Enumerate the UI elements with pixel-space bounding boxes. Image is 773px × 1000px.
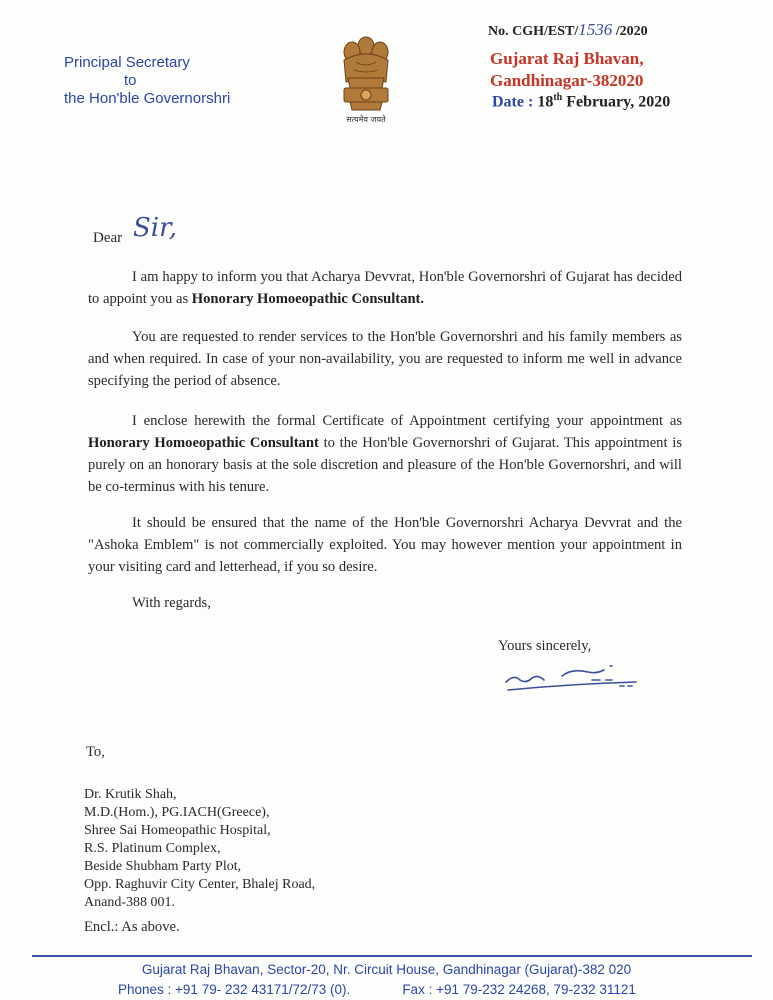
paragraph-3-text-a: I enclose herewith the formal Certificate of Appointment certifying your appointment as	[132, 413, 682, 429]
place-line-1: Gujarat Raj Bhavan,	[490, 49, 644, 68]
enclosure-note: Encl.: As above.	[84, 919, 180, 935]
paragraph-1-text: I am happy to inform you that Acharya Devvrat, Hon'ble Governorshri of Gujarat has decided to appoint you as	[88, 269, 682, 307]
reference-suffix: /2020	[612, 24, 648, 39]
sender-office: the Hon'ble Governorshri	[64, 90, 231, 107]
paragraph-3	[88, 410, 682, 498]
address-line: M.D.(Hom.), PG.IACH(Greece),	[84, 805, 270, 820]
date-suffix: th	[553, 92, 563, 103]
address-line: Beside Shubham Party Plot,	[84, 859, 242, 874]
date-rest: February, 2020	[562, 93, 671, 111]
paragraph-1	[88, 266, 682, 310]
footer-phones: Phones : +91 79- 232 43171/72/73 (0).	[118, 982, 351, 997]
footer-address: Gujarat Raj Bhavan, Sector-20, Nr. Circuit House, Gandhinagar (Gujarat)-382 020	[141, 962, 632, 977]
address-line: Anand-388 001.	[84, 895, 175, 910]
national-emblem-icon	[330, 32, 402, 114]
paragraph-3-bold: Honorary Homoeopathic Consultant	[88, 435, 319, 451]
place-line-2: Gandhinagar-382020	[490, 71, 644, 90]
footer-divider	[32, 955, 752, 957]
sender-block	[64, 54, 230, 108]
salutation-handwritten: Sir,	[133, 213, 177, 243]
paragraph-4	[88, 512, 682, 578]
signature-icon	[500, 660, 650, 694]
reference-number	[488, 20, 648, 40]
emblem-motto: सत्यमेव जयते	[346, 115, 386, 124]
letter-date	[492, 92, 670, 111]
date-day: 18	[537, 93, 554, 111]
footer-fax: Fax : +91 79-232 24268, 79-232 31121	[402, 982, 636, 997]
paragraph-2-text: You are requested to render services to the Hon'ble Governorshri and his family members as and when required. In case of your non-availability, you are requested to inform me well in advance specifying the period of absence.	[88, 329, 682, 389]
paragraph-1-bold: Honorary Homoeopathic Consultant.	[191, 291, 425, 307]
regards: With regards,	[132, 595, 211, 611]
paragraph-3-text-b: to the Hon'ble Governorshri of Gujarat. This appointment is purely on an honorary basis at the sole discretion and pleasure of the Hon'ble Governorshri, and will be co-terminus with his tenure.	[88, 435, 683, 495]
reference-prefix: No. CGH/EST/	[488, 24, 579, 39]
date-label: Date :	[492, 93, 538, 111]
address-line: Opp. Raghuvir City Center, Bhalej Road,	[84, 877, 316, 892]
sender-title: Principal Secretary	[64, 54, 190, 71]
paragraph-2	[88, 326, 682, 392]
footer-contacts	[118, 982, 636, 997]
recipient-to: To,	[86, 744, 105, 760]
address-line: R.S. Platinum Complex,	[84, 841, 221, 856]
paragraph-4-text: It should be ensured that the name of the Hon'ble Governorshri Acharya Devvrat and the "Ashoka Emblem" is not commercially exploited. You may however mention your appointment in your visiting card and letterhead, if you so desire.	[88, 515, 682, 575]
address-line: Shree Sai Homeopathic Hospital,	[84, 823, 271, 838]
address-line: Dr. Krutik Shah,	[84, 787, 177, 802]
reference-handwritten: 1536	[578, 20, 613, 39]
closing: Yours sincerely,	[498, 638, 592, 654]
recipient-address	[84, 786, 315, 912]
sender-to: to	[124, 72, 137, 89]
salutation: Dear	[93, 230, 123, 246]
